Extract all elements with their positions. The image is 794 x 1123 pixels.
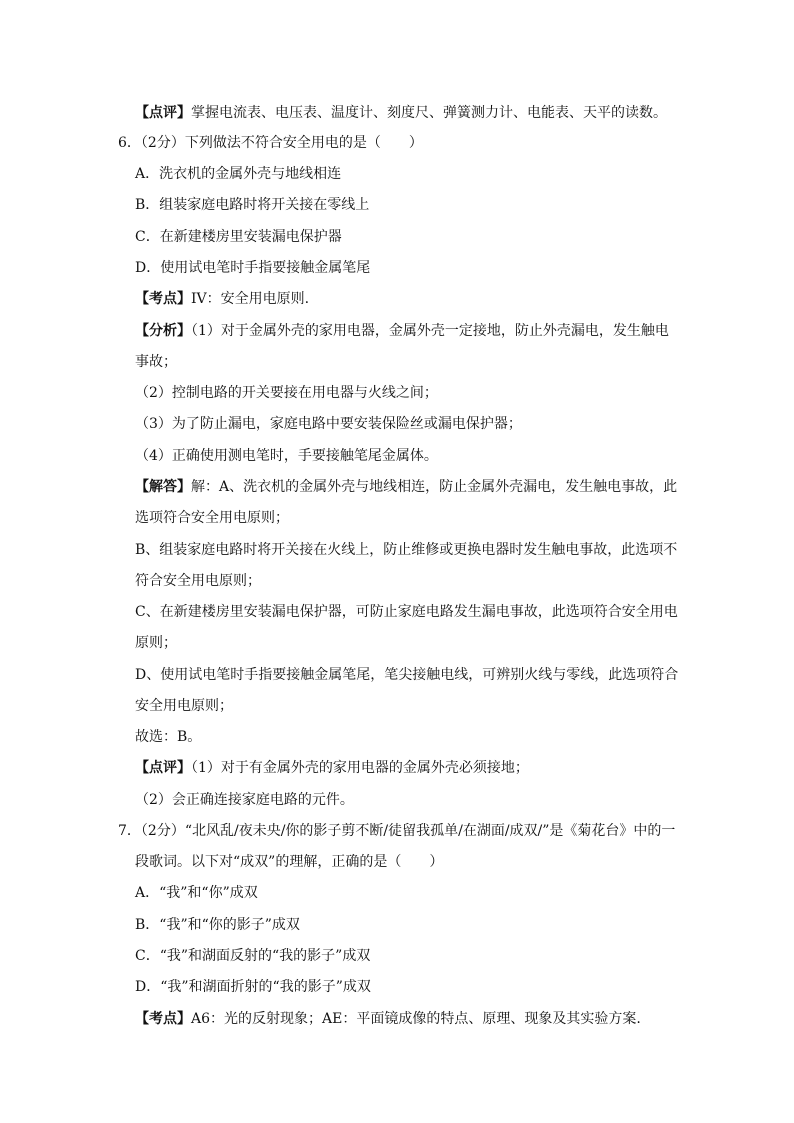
option-a <box>135 164 341 184</box>
comment-line <box>135 790 354 810</box>
line-text: 解：A、洗衣机的金属外壳与地线相连，防止金属外壳漏电，发生触电事故，此 <box>191 479 678 495</box>
line-text: D．使用试电笔时手指要接触金属笔尾 <box>135 260 371 276</box>
line-text: 6．（2分）下列做法不符合安全用电的是（ ） <box>118 135 423 151</box>
line-text: 事故； <box>135 354 177 370</box>
analysis-line <box>135 321 669 341</box>
line-text: （2）会正确连接家庭电路的元件。 <box>135 792 354 808</box>
comment-line <box>135 103 667 123</box>
line-text: （3）为了防止漏电，家庭电路中要安装保险丝或漏电保护器； <box>135 416 522 432</box>
line-text: D、使用试电笔时手指要接触金属笔尾，笔尖接触电线，可辨别火线与零线，此选项符合 <box>135 667 679 683</box>
line-text: 7．（2分）“北风乱/夜未央/你的影子剪不断/徒留我孤单/在湖面/成双/”是《菊花台》中的一 <box>118 823 676 839</box>
line-text: 段歌词。以下对“成双”的理解，正确的是（ ） <box>135 854 444 870</box>
section-tag: 【解答】 <box>135 479 191 495</box>
line-text: B、组装家庭电路时将开关接在火线上，防止维修或更换电器时发生触电事故，此选项不 <box>135 542 678 558</box>
option-d <box>135 977 371 997</box>
question-7-stem <box>118 821 675 841</box>
line-text: 选项符合安全用电原则； <box>135 510 289 526</box>
answer-line <box>135 727 201 747</box>
solution-line <box>135 602 678 622</box>
line-text: C．在新建楼房里安装漏电保护器 <box>135 229 342 245</box>
line-text: B．“我”和“你的影子”成双 <box>135 917 300 933</box>
solution-line <box>135 696 233 716</box>
line-text: B．组装家庭电路时将开关接在零线上 <box>135 197 370 213</box>
analysis-line <box>135 352 177 372</box>
section-tag: 【考点】 <box>135 1011 191 1027</box>
line-text: 故选：B。 <box>135 729 202 745</box>
option-c <box>135 227 342 247</box>
line-text: D．“我”和湖面折射的“我的影子”成双 <box>135 979 371 995</box>
line-text: IV：安全用电原则. <box>191 291 310 307</box>
line-text: 安全用电原则； <box>135 698 233 714</box>
line-text: A6：光的反射现象；AE：平面镜成像的特点、原理、现象及其实验方案. <box>191 1011 641 1027</box>
solution-line <box>135 540 677 560</box>
question-7-stem <box>135 852 443 872</box>
section-tag: 【考点】 <box>135 291 191 307</box>
knowledge-point-line <box>135 289 309 309</box>
section-tag: 【分析】 <box>135 323 191 339</box>
line-text: （1）对于有金属外壳的家用电器的金属外壳必须接地； <box>191 760 529 776</box>
section-tag: 【点评】 <box>135 760 191 776</box>
solution-line <box>135 633 177 653</box>
analysis-line <box>135 446 438 466</box>
comment-line <box>135 758 529 778</box>
line-text: C、在新建楼房里安装漏电保护器，可防止家庭电路发生漏电事故，此选项符合安全用电 <box>135 604 678 620</box>
line-text: （2）控制电路的开关要接在用电器与火线之间； <box>135 385 438 401</box>
line-text: 原则； <box>135 635 177 651</box>
knowledge-point-line <box>135 1009 641 1029</box>
option-a <box>135 883 258 903</box>
line-text: 符合安全用电原则； <box>135 573 261 589</box>
option-c <box>135 946 370 966</box>
section-tag: 【点评】 <box>135 105 191 121</box>
solution-line <box>135 508 289 528</box>
line-text: （1）对于金属外壳的家用电器，金属外壳一定接地，防止外壳漏电，发生触电 <box>191 323 669 339</box>
option-b <box>135 915 300 935</box>
option-b <box>135 195 369 215</box>
solution-line <box>135 571 261 591</box>
solution-line <box>135 665 678 685</box>
line-text: C．“我”和湖面反射的“我的影子”成双 <box>135 948 371 964</box>
solution-line <box>135 477 677 497</box>
line-text: A．“我”和“你”成双 <box>135 885 258 901</box>
line-text: 掌握电流表、电压表、温度计、刻度尺、弹簧测力计、电能表、天平的读数。 <box>191 105 667 121</box>
line-text: （4）正确使用测电笔时，手要接触笔尾金属体。 <box>135 448 438 464</box>
analysis-line <box>135 383 438 403</box>
question-6-stem <box>118 133 423 153</box>
line-text: A．洗衣机的金属外壳与地线相连 <box>135 166 342 182</box>
option-d <box>135 258 370 278</box>
analysis-line <box>135 414 522 434</box>
